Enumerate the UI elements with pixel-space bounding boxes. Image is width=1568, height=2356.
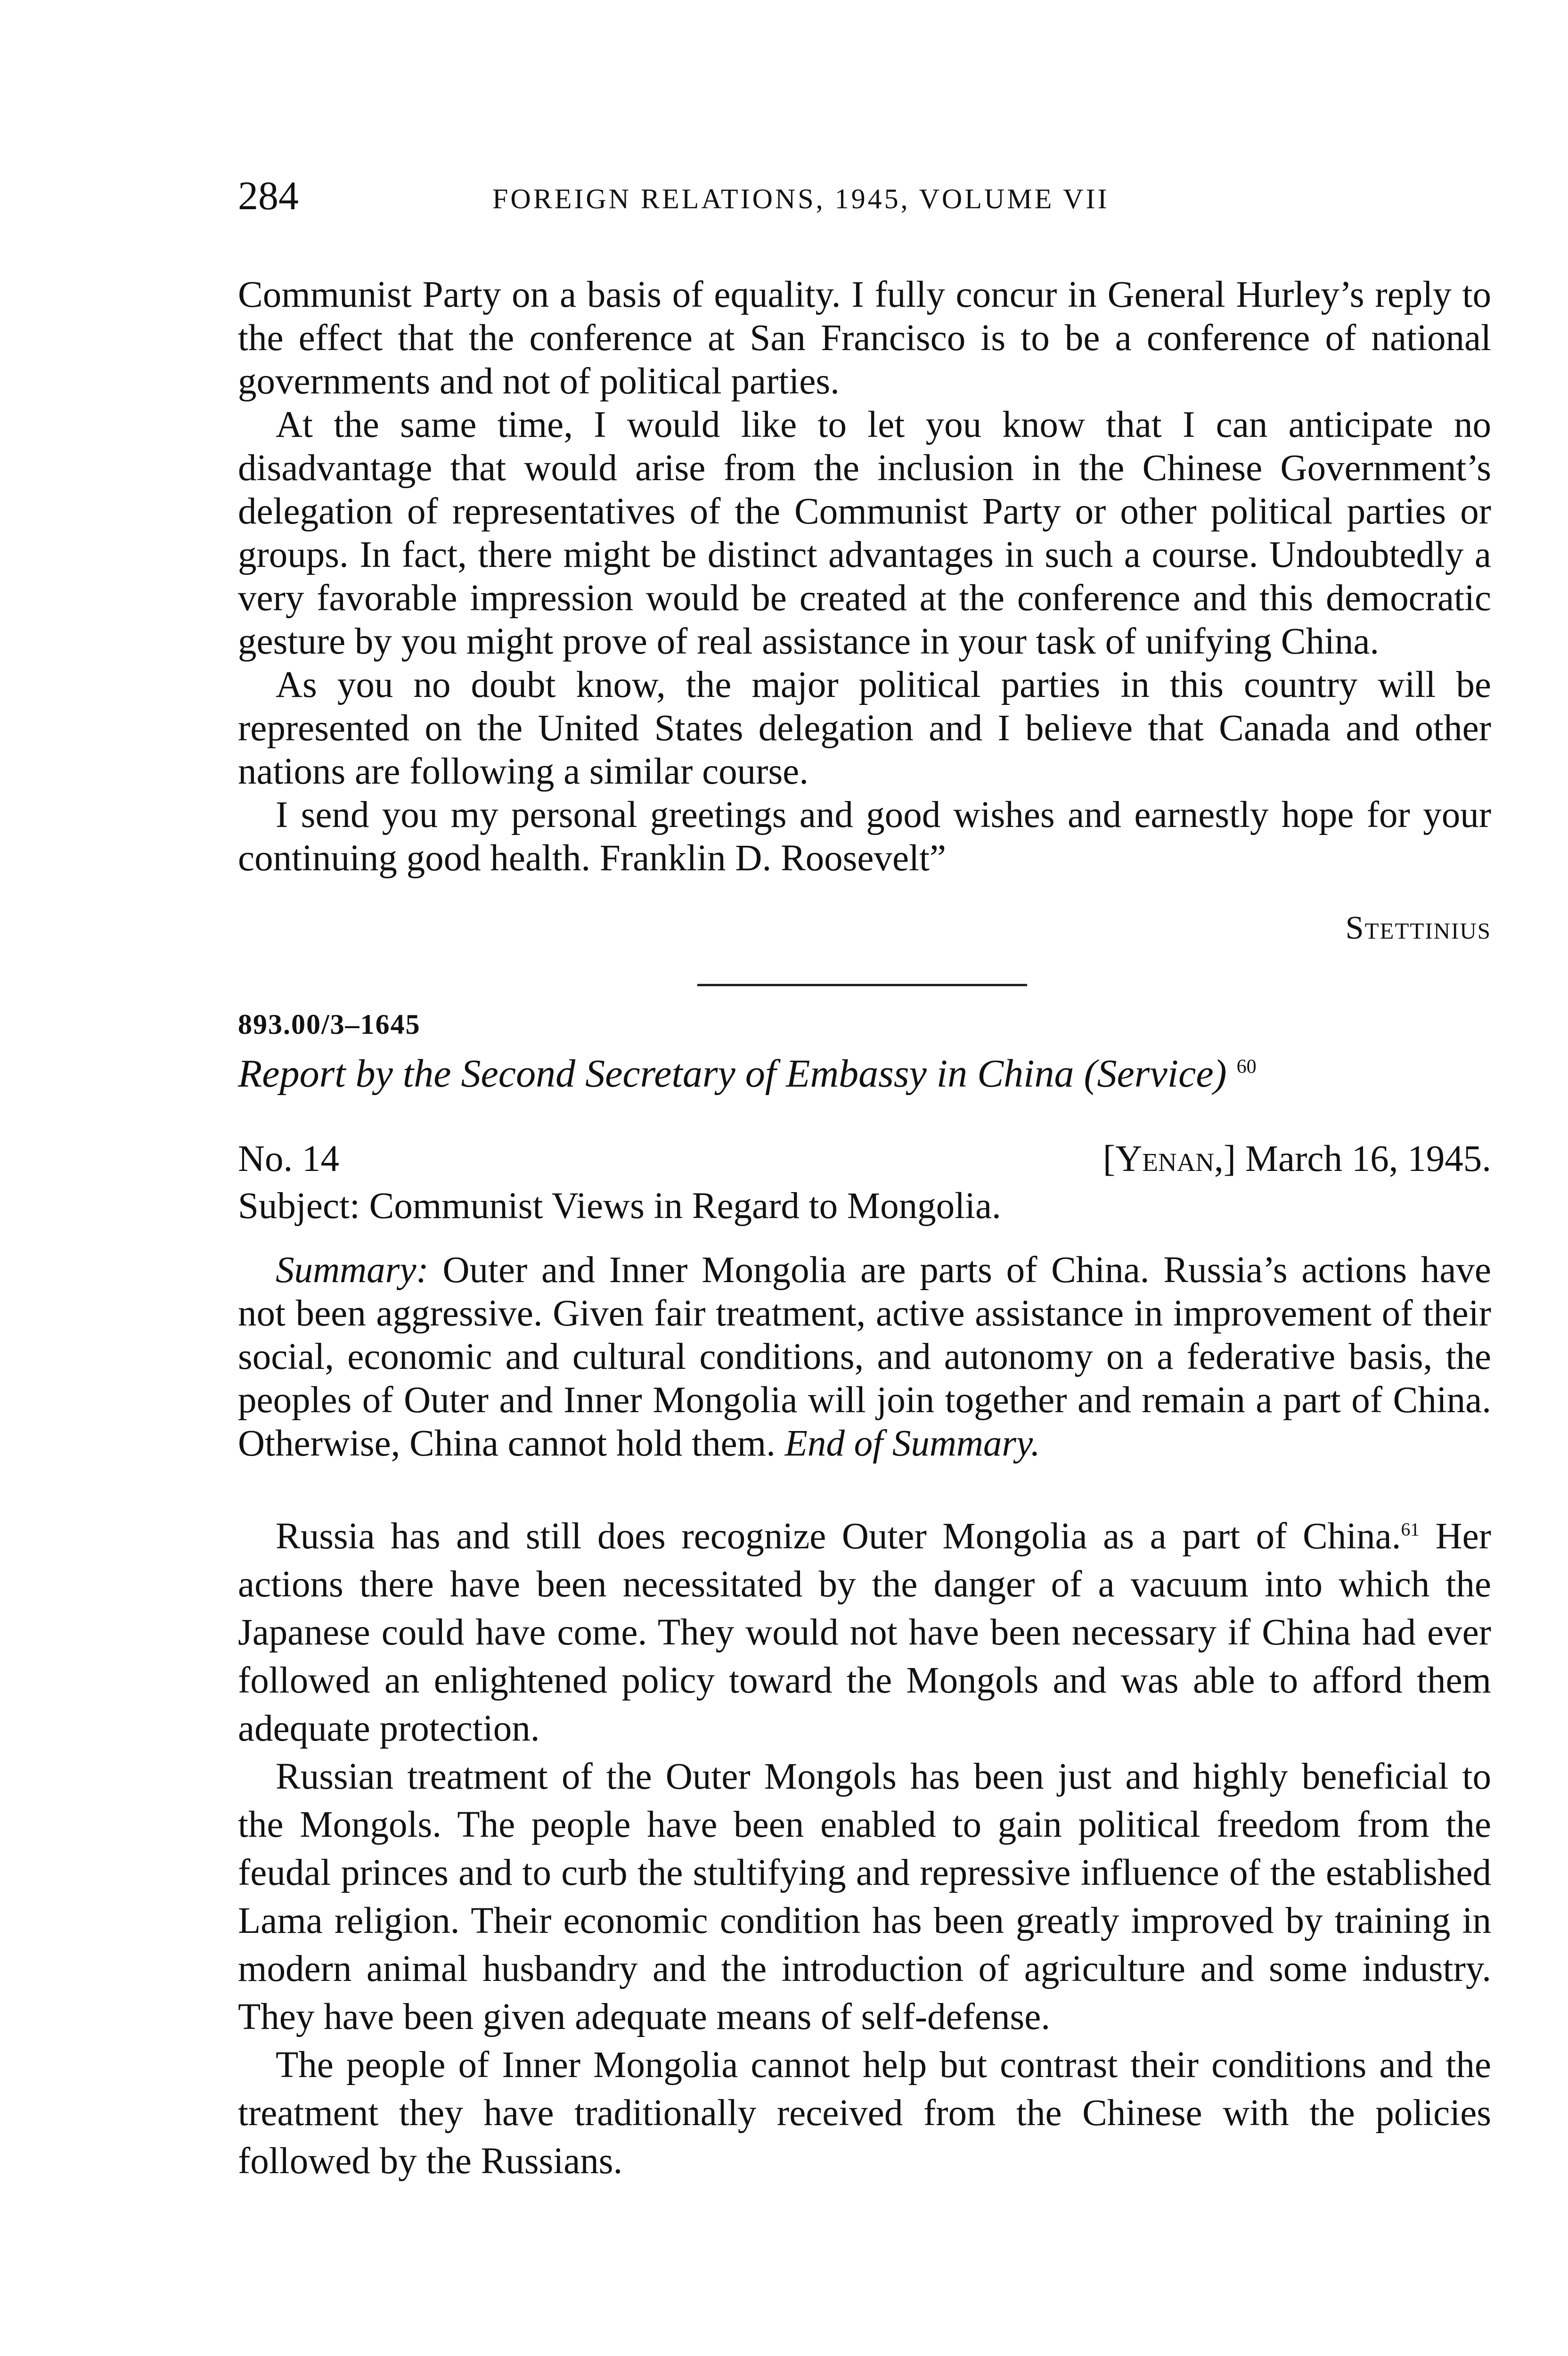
place-date xyxy=(1103,1136,1491,1183)
footnote-ref: 60 xyxy=(1236,1056,1257,1078)
page-number: 284 xyxy=(238,173,299,218)
section-divider xyxy=(697,984,1027,986)
footnote-ref: 61 xyxy=(1401,1519,1420,1540)
running-head: FOREIGN RELATIONS, 1945, VOLUME VII xyxy=(492,183,1110,214)
document-date: March 16, 1945. xyxy=(1245,1138,1491,1179)
body-text: Russia has and still does recognize Outer Mongolia as a part of China. xyxy=(276,1516,1401,1557)
summary-section xyxy=(238,1249,1491,1465)
summary-label: Summary: xyxy=(276,1250,429,1291)
body-paragraph: The people of Inner Mongolia cannot help but contrast their conditions and the treatment they have traditionally received from the Chinese with the policies followed by the Russians. xyxy=(238,2045,1491,2182)
report-body xyxy=(238,1513,1491,2185)
letter-paragraph: As you no doubt know, the major political parties in this country will be represented on the United States delegation and I believe that Canada and other nations are following a similar course. xyxy=(238,664,1491,792)
document-title xyxy=(238,1051,1491,1096)
body-paragraph: Russian treatment of the Outer Mongols has been just and highly beneficial to the Mongols. The people have been enabled to gain political freedom from the feudal princes and to curb the stultifying and repressive influence of the established Lama religion. Their economic condition has been greatly improved by training in modern animal husbandry and the introduction of agriculture and some industry. They have been given adequate means of self-defense. xyxy=(238,1756,1491,2037)
letter-paragraph: I send you my personal greetings and good wishes and earnestly hope for your continuing good health. Franklin D. Roosevelt” xyxy=(238,794,1491,879)
letter-paragraph: Communist Party on a basis of equality. I fully concur in General Hurley’s reply to the effect that the conference at San Francisco is to be a conference of national governments and not of political parties. xyxy=(238,274,1491,402)
summary-paragraph xyxy=(238,1249,1491,1465)
document-subject: Subject: Communist Views in Regard to Mongolia. xyxy=(238,1186,1001,1227)
letter-paragraph: At the same time, I would like to let you know that I can anticipate no disadvantage that would arise from the inclusion in the Chinese Government’s delegation of representatives of the Communist Party or other political parties or groups. In fact, there might be distinct advantages in such a course. Undoubtedly a very favorable impression would be created at the conference and this democratic gesture by you might prove of real assistance in your task of unifying China. xyxy=(238,404,1491,662)
summary-text: Outer and Inner Mongolia are parts of China. Russia’s actions have not been aggressive. Given fair treatment, active assistance in improvement of their social, economic and cultural conditions, and autonomy on a federative basis, the peoples of Outer and Inner Mongolia will join together and remain a part of China. Otherwise, China cannot hold them. xyxy=(238,1250,1491,1464)
body-text: Her actions there have been necessitated by the danger of a vacuum into which the Japanese could have come. They would not have been necessary if China had ever followed an enlightened policy toward the Mongols and was able to afford them adequate protection. xyxy=(238,1516,1491,1749)
document-title-text: Report by the Second Secretary of Embassy in China (Service) xyxy=(238,1052,1227,1096)
body-paragraph xyxy=(238,1513,1491,1753)
letter-continuation xyxy=(238,273,1491,880)
file-reference: 893.00/3–1645 xyxy=(238,1009,421,1040)
page-header xyxy=(238,170,1491,221)
summary-end: End of Summary. xyxy=(784,1423,1040,1464)
document-place: [Yenan,] xyxy=(1102,1138,1236,1179)
document-meta xyxy=(238,1136,1491,1230)
signature: Stettinius xyxy=(1345,910,1491,946)
number-date-row xyxy=(238,1136,1491,1183)
document-number: No. 14 xyxy=(238,1138,340,1179)
